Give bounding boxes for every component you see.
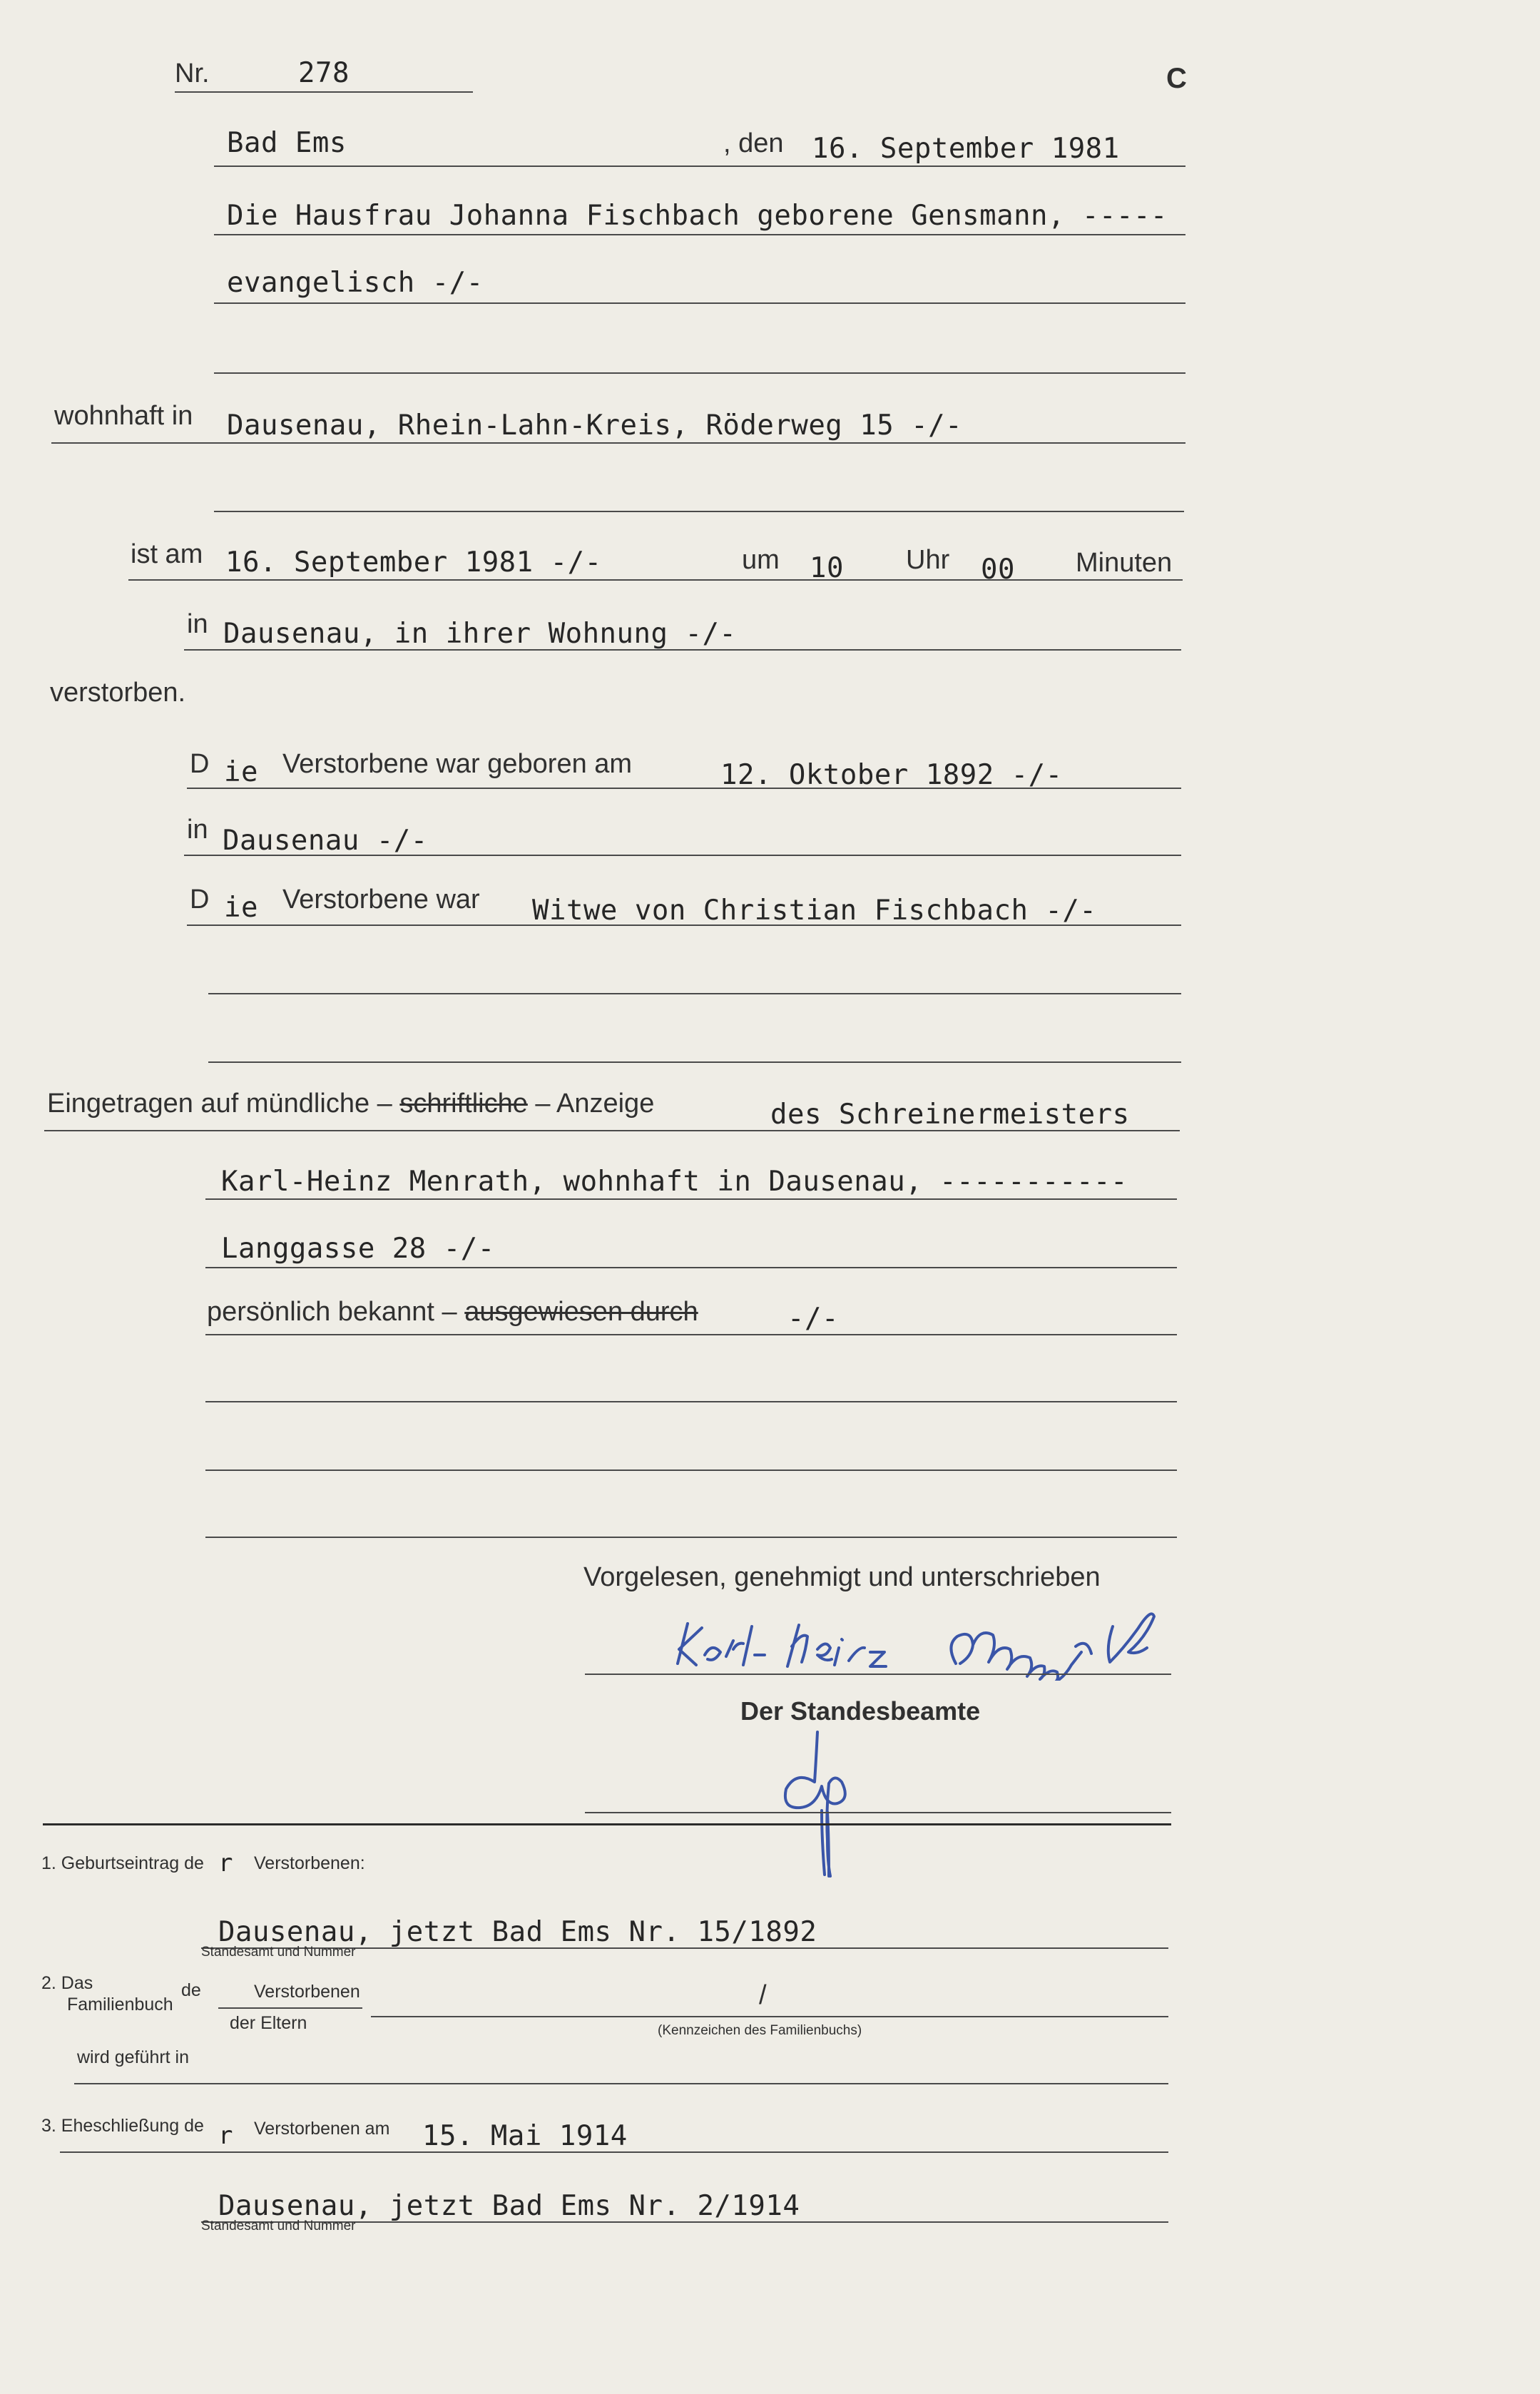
death-place-in-label: in bbox=[187, 609, 208, 639]
deceased-name-line: Die Hausfrau Johanna Fischbach geborene Gensmann, ----- bbox=[227, 200, 1168, 232]
footer-birth-label: 1. Geburtseintrag de bbox=[41, 1853, 204, 1873]
death-minutes: 00 bbox=[981, 554, 1015, 586]
registration-underline bbox=[44, 1130, 1180, 1131]
birth-register-entry: Dausenau, jetzt Bad Ems Nr. 15/1892 bbox=[218, 1916, 817, 1948]
death-date-underline bbox=[128, 579, 1183, 581]
death-place-underline bbox=[184, 649, 1181, 651]
family-book-underline bbox=[371, 2016, 1168, 2017]
religion: evangelisch -/- bbox=[227, 267, 484, 299]
footer-marriage-label: 3. Eheschließung de bbox=[41, 2116, 204, 2136]
struck-written-option: schriftliche bbox=[399, 1089, 528, 1119]
footer-family-de: de bbox=[181, 1980, 201, 2000]
death-date-label: ist am bbox=[131, 539, 203, 569]
marital-status: Witwe von Christian Fischbach -/- bbox=[532, 895, 1097, 927]
death-hour: 10 bbox=[810, 552, 844, 584]
read-approved-label: Vorgelesen, genehmigt und unterschrieben bbox=[583, 1562, 1101, 1592]
informant-line-1: des Schreinermeisters bbox=[770, 1099, 1130, 1131]
marital-label: Verstorbene war bbox=[282, 885, 480, 915]
marriage-register-entry: Dausenau, jetzt Bad Ems Nr. 2/1914 bbox=[218, 2190, 800, 2222]
footer-separator bbox=[43, 1823, 1171, 1825]
nr-underline bbox=[175, 91, 473, 93]
footer-birth-label-b: Verstorbenen: bbox=[254, 1853, 365, 1873]
office-caption: Standesamt und Nummer bbox=[201, 1945, 356, 1960]
informant-line-3: Langgasse 28 -/- bbox=[221, 1233, 495, 1265]
footer-birth-r: r bbox=[218, 1849, 233, 1878]
identity-known-label: persönlich bekannt – bbox=[207, 1297, 457, 1327]
marital-ie: ie bbox=[224, 892, 258, 924]
informant-line-2: Karl-Heinz Menrath, wohnhaft in Dausenau, ----------- bbox=[221, 1166, 1128, 1198]
series-letter: C bbox=[1166, 63, 1187, 94]
footer-family-eltern: der Eltern bbox=[230, 2013, 307, 2033]
footer-family-verst: Verstorbenen bbox=[254, 1982, 360, 2002]
blank-line bbox=[214, 511, 1184, 512]
birth-ie: ie bbox=[224, 756, 258, 788]
marriage-date: 15. Mai 1914 bbox=[422, 2120, 628, 2152]
registrar-label: Der Standesbeamte bbox=[740, 1696, 981, 1726]
residence-label: wohnhaft in bbox=[54, 401, 193, 431]
identity-label bbox=[207, 1297, 698, 1328]
nr-label: Nr. bbox=[175, 58, 210, 88]
nr-value: 278 bbox=[298, 57, 350, 89]
verstorben-label: verstorben. bbox=[50, 678, 186, 708]
registration-label bbox=[47, 1089, 654, 1119]
name-underline bbox=[214, 234, 1185, 235]
identity-value: -/- bbox=[787, 1303, 839, 1335]
blank-line bbox=[214, 372, 1185, 374]
date-underline bbox=[214, 165, 1185, 167]
residence-underline bbox=[51, 442, 1185, 444]
registration-label-end: – Anzeige bbox=[535, 1089, 655, 1119]
family-book-divider bbox=[218, 2007, 362, 2009]
registration-date: 16. September 1981 bbox=[812, 133, 1120, 165]
family-book-location-underline bbox=[74, 2083, 1168, 2084]
residence-value: Dausenau, Rhein-Lahn-Kreis, Röderweg 15 -/- bbox=[227, 409, 963, 442]
blank-line bbox=[205, 1401, 1177, 1402]
birth-date: 12. Oktober 1892 -/- bbox=[720, 759, 1063, 791]
minuten-label: Minuten bbox=[1076, 548, 1173, 578]
uhr-label: Uhr bbox=[906, 545, 950, 575]
footer-marriage-r: r bbox=[218, 2122, 233, 2150]
marriage-underline bbox=[60, 2151, 1168, 2153]
death-place: Dausenau, in ihrer Wohnung -/- bbox=[223, 618, 737, 650]
identity-underline bbox=[205, 1334, 1177, 1335]
date-label: , den bbox=[723, 128, 784, 158]
blank-line bbox=[208, 1061, 1181, 1063]
place-of-registration: Bad Ems bbox=[227, 127, 347, 159]
footer-family-book-num: 2. Das bbox=[41, 1973, 93, 1993]
footer-family-gefuehrt: wird geführt in bbox=[77, 2047, 190, 2067]
informant-underline-2 bbox=[205, 1198, 1177, 1200]
blank-line bbox=[208, 993, 1181, 994]
death-date: 16. September 1981 -/- bbox=[225, 546, 602, 579]
informant-signature-line bbox=[585, 1674, 1171, 1675]
birth-in-label: in bbox=[187, 815, 208, 845]
informant-signature bbox=[670, 1595, 1184, 1681]
birth-underline bbox=[187, 788, 1181, 789]
footer-family-book-label: Familienbuch bbox=[67, 1995, 173, 2014]
marital-underline bbox=[187, 925, 1181, 926]
birth-place: Dausenau -/- bbox=[223, 825, 428, 857]
registration-label-start: Eingetragen auf mündliche – bbox=[47, 1089, 392, 1119]
family-book-slash: / bbox=[759, 1980, 767, 2010]
birth-place-underline bbox=[184, 855, 1181, 856]
family-book-caption: (Kennzeichen des Familienbuchs) bbox=[658, 2023, 862, 2038]
footer-marriage-label-b: Verstorbenen am bbox=[254, 2119, 390, 2139]
struck-id-option: ausgewiesen durch bbox=[464, 1297, 698, 1327]
birth-d-label: D bbox=[190, 749, 210, 779]
marital-d-label: D bbox=[190, 885, 210, 915]
registrar-signature-line bbox=[585, 1812, 1171, 1813]
blank-line bbox=[205, 1537, 1177, 1538]
office-caption-2: Standesamt und Nummer bbox=[201, 2219, 356, 2233]
religion-underline bbox=[214, 302, 1185, 304]
blank-line bbox=[205, 1469, 1177, 1471]
informant-underline-3 bbox=[205, 1267, 1177, 1268]
um-label: um bbox=[742, 545, 780, 575]
birth-label: Verstorbene war geboren am bbox=[282, 749, 633, 779]
